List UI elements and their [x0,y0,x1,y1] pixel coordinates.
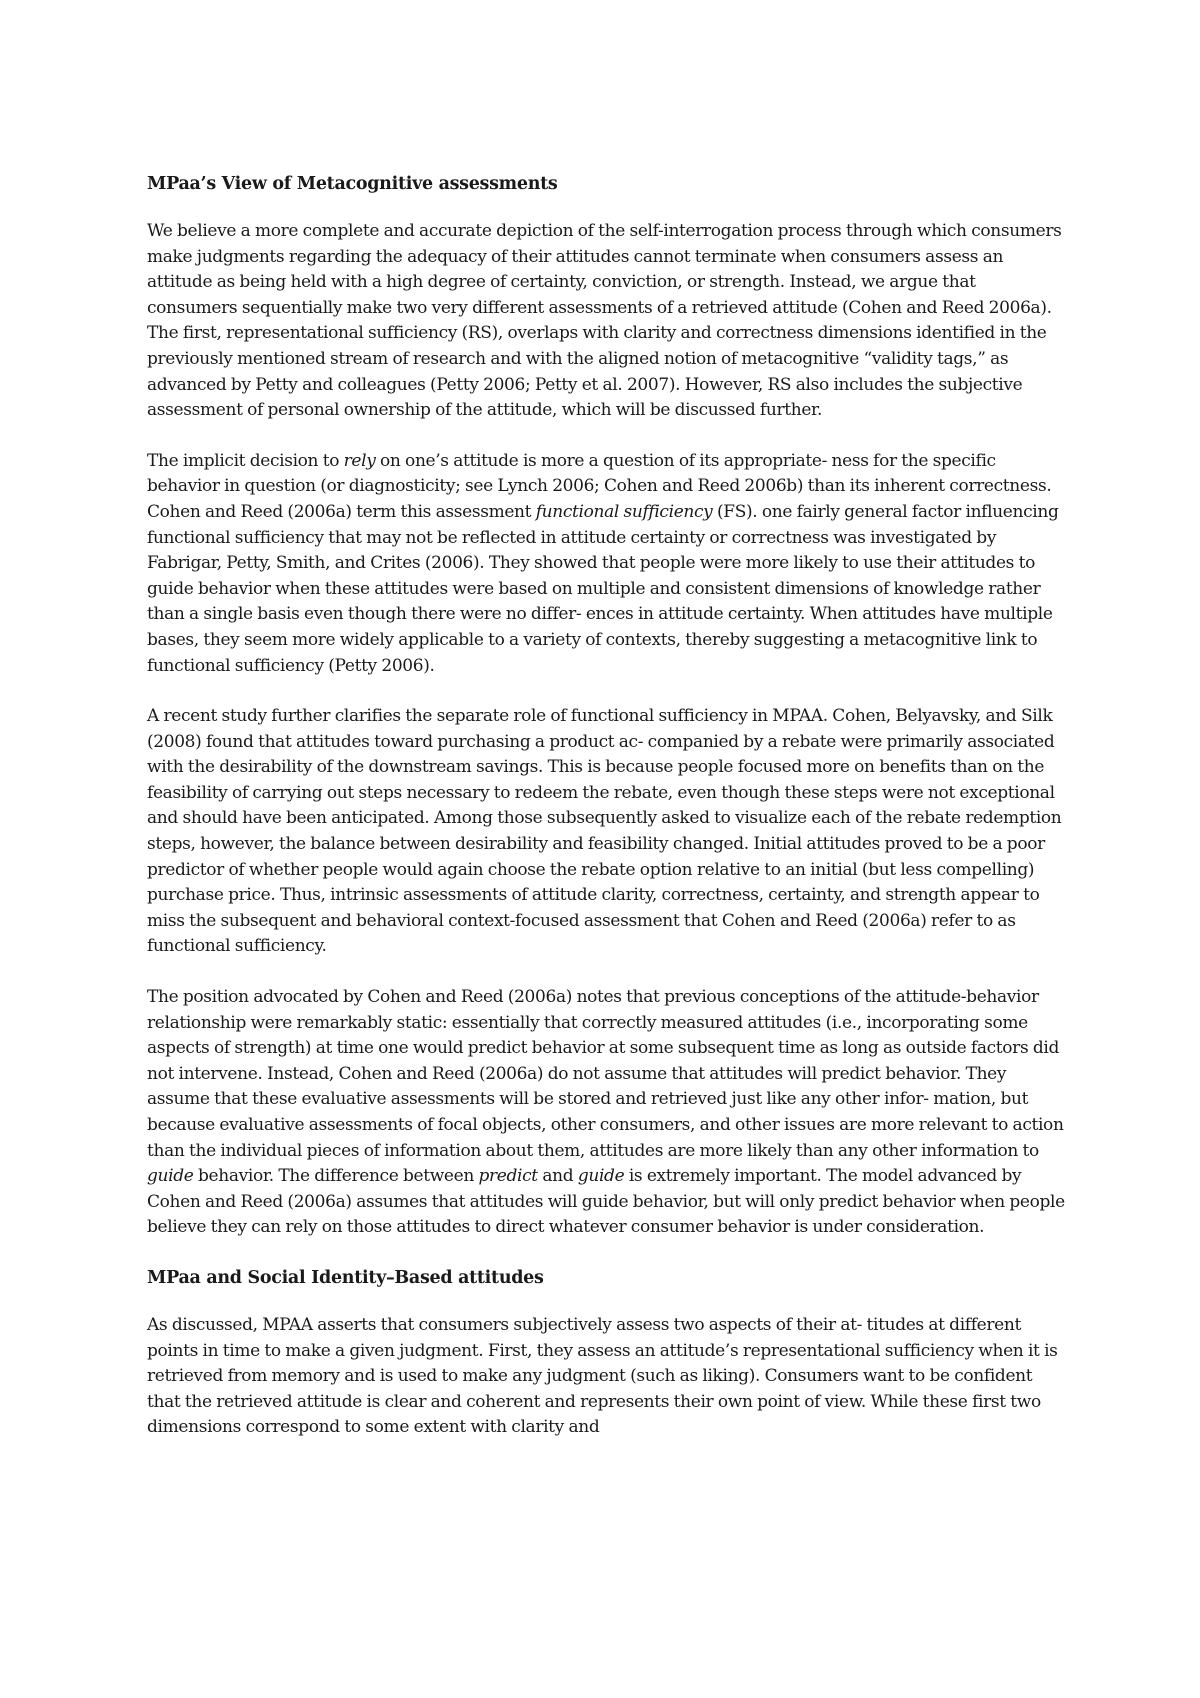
italic-term: guide [577,1166,625,1187]
text-run: As discussed, MPAA asserts that consumers subjectively assess two aspects of their at- titudes at different points in time to make a given judgment. First, they assess an attitude’s representational sufficiency when it is retrieved from memory and is used to make any judgment (such as liking). Consumers want to be confident that the retrieved attitude is clear and coherent and represents their own point of view. While these first two dimensions correspond to some extent with clarity and [147,1314,1058,1438]
text-run: (FS). one fairly general factor influencing functional sufficiency that may not be reflected in attitude certainty or correctness was investigated by Fabrigar, Petty, Smith, and Crites (2006). They showed that people were more likely to use their attitudes to guide behavior when these attitudes were based on multiple and consistent dimensions of knowledge rather than a single basis even though there were no differ- ences in attitude certainty. When attitudes have multiple bases, they seem more widely applicable to a variety of contexts, thereby suggesting a metacognitive link to functional sufficiency (Petty 2006). [147,501,1059,676]
italic-term: guide [147,1166,194,1187]
text-run: The position advocated by Cohen and Reed (2006a) notes that previous conceptions of the attitude-behavior relationship were remarkably static: essentially that correctly measured attitudes (i.e., incorporating some aspects of strength) at time one would predict behavior at some subsequent time as long as outside factors did not intervene. Instead, Cohen and Reed (2006a) do not assume that attitudes will predict behavior. They assume that these evaluative assessments will be stored and retrieved just like any other infor- mation, but because evaluative assessments of focal objects, other consumers, and other issues are more relevant to action than the individual pieces of information about them, attitudes are more likely than any other information to [147,987,1064,1161]
text-run: is extremely important. The model advanced by Cohen and Reed (2006a) assumes that attitudes will guide behavior, but will only predict behavior when people believe they can rely on those attitudes to direct whatever consumer behavior is under consideration. [147,1166,1065,1238]
text-run: on one’s attitude is more a question of its appropriate- ness for the specific behavior in question (or diagnosticity; see Lynch 2006; Cohen and Reed 2006b) than its inherent correctness. Cohen and Reed (2006a) term this assessment [147,450,1052,522]
text-run: behavior. The difference between [193,1166,479,1187]
section-heading-metacognitive: MPaa’s View of Metacognitive assessments [147,174,558,194]
body-paragraph [147,1313,1067,1441]
text-run: and [537,1166,578,1187]
italic-term: functional sufficiency [535,501,713,522]
body-paragraph [147,219,1067,424]
text-run: We believe a more complete and accurate depiction of the self-interrogation process through which consumers make judgments regarding the adequacy of their attitudes cannot terminate when consumers assess an attitude as being held with a high degree of certainty, conviction, or strength. Instead, we argue that consumers sequentially make two very different assessments of a retrieved attitude (Cohen and Reed 2006a). The first, representational sufficiency (RS), overlaps with clarity and correctness dimensions identified in the previously mentioned stream of research and with the aligned notion of metacognitive “validity tags,” as advanced by Petty and colleagues (Petty 2006; Petty et al. 2007). However, RS also includes the subjective assessment of personal ownership of the attitude, which will be discussed further. [147,221,1062,421]
section-body-metacognitive [147,219,1067,1241]
section-heading-social-identity: MPaa and Social Identity–Based attitudes [147,1267,544,1288]
text-run: A recent study further clarifies the separate role of functional sufficiency in MPAA. Cohen, Belyavsky, and Silk (2008) found that attitudes toward purchasing a product ac- companied by a rebate were primarily associated with the desirability of the downstream savings. This is because people focused more on benefits than on the feasibility of carrying out steps necessary to redeem the rebate, even though these steps were not exceptional and should have been anticipated. Among those subsequently asked to visualize each of the rebate redemption steps, however, the balance between desirability and feasibility changed. Initial attitudes proved to be a poor predictor of whether people would again choose the rebate option relative to an initial (but less compelling) purchase price. Thus, intrinsic assessments of attitude clarity, correctness, certainty, and strength appear to miss the subsequent and behavioral context-focused assessment that Cohen and Reed (2006a) refer to as functional sufficiency. [147,706,1062,957]
italic-term: predict [478,1166,538,1187]
text-run: The implicit decision to [147,450,344,471]
section-body-social-identity [147,1313,1067,1441]
document-page [147,172,1067,1466]
italic-term: rely [343,450,376,471]
body-paragraph [147,704,1067,960]
body-paragraph [147,985,1067,1241]
body-paragraph [147,449,1067,679]
